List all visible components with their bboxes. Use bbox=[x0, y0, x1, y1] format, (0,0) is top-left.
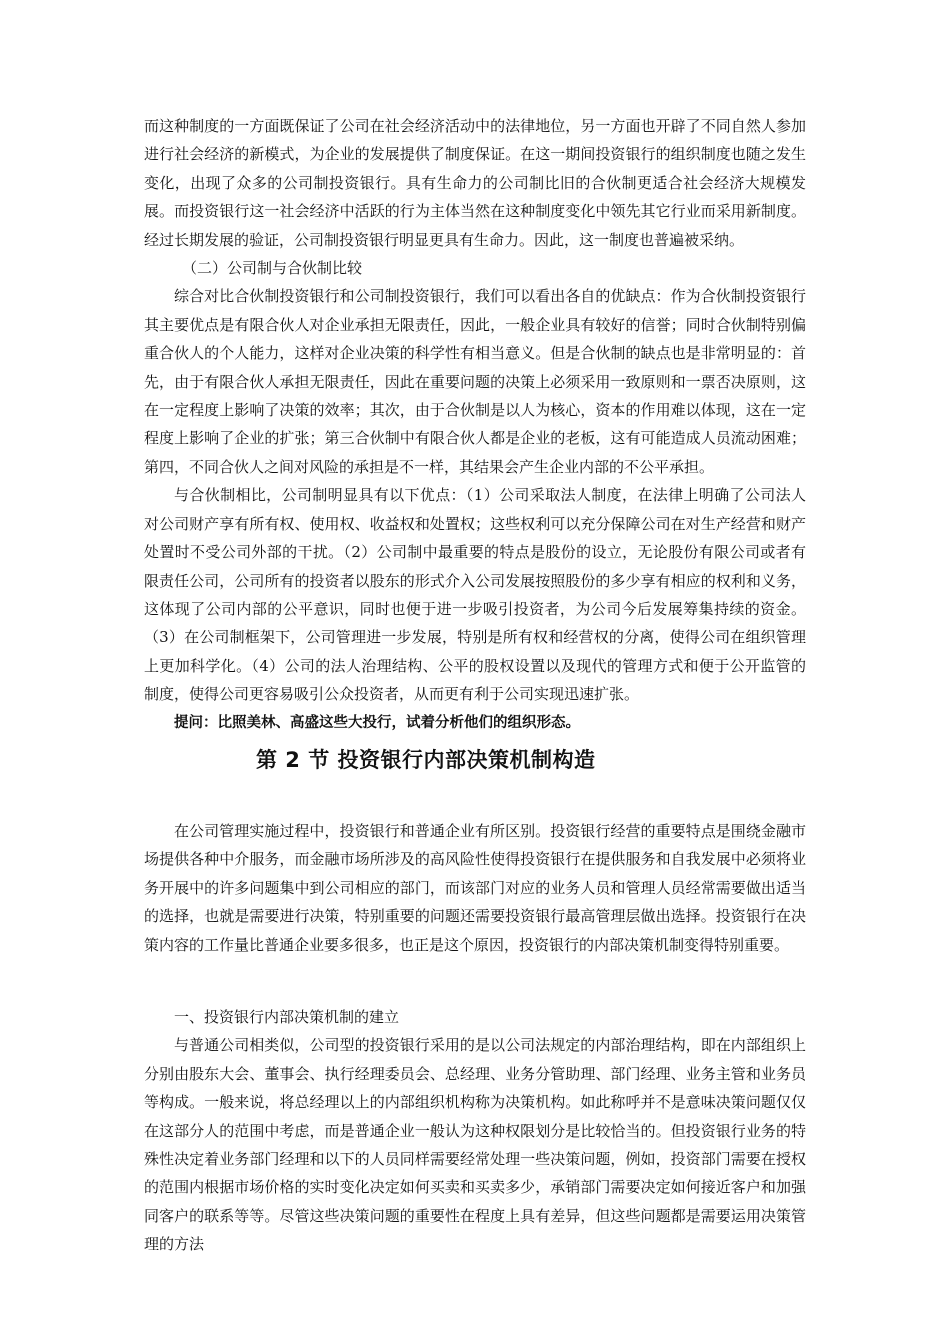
paragraph-decision-intro: 在公司管理实施过程中，投资银行和普通企业有所区别。投资银行经营的重要特点是围绕金融市场提供各种中介服务，而金融市场所涉及的高风险性使得投资银行在提供服务和自我发展中必须将业务开展中的许多问题集中到公司相应的部门，而该部门对应的业务人员和管理人员经常需要做出适当的选择，也就是需要进行决策，特别重要的问题还需要投资银行最高管理层做出选择。投资银行在决策内容的工作量比普通企业要多很多，也正是这个原因，投资银行的内部决策机制变得特别重要。 bbox=[144, 821, 806, 954]
spacer bbox=[144, 959, 806, 1003]
paragraph-partnership-comparison: 综合对比合伙制投资银行和公司制投资银行，我们可以看出各自的优缺点：作为合伙制投资银行其主要优点是有限合伙人对企业承担无限责任，因此，一般企业具有较好的信誉；同时合伙制特别偏重合伙人的个人能力，这样对企业决策的科学性有相当意义。但是合伙制的缺点也是非常明显的：首先，由于有限合伙人承担无限责任，因此在重要问题的决策上必须采用一致原则和一票否决原则，这在一定程度上影响了决策的效率；其次，由于合伙制是以人为核心，资本的作用难以体现，这在一定程度上影响了企业的扩张；第三合伙制中有限合伙人都是企业的老板，这有可能造成人员流动困难；第四，不同合伙人之间对风险的承担是不一样，其结果会产生企业内部的不公平承担。 bbox=[144, 287, 806, 476]
question-prompt: 提问：比照美林、高盛这些大投行，试着分析他们的组织形态。 bbox=[174, 714, 580, 731]
paragraph-governance-structure: 与普通公司相类似，公司型的投资银行采用的是以公司法规定的内部治理结构，即在内部组织上分别由股东大会、董事会、执行经理委员会、总经理、业务分管助理、部门经理、业务主管和业务员等构成。一般来说，将总经理以上的内部组织机构称为决策机构。如此称呼并不是意味决策问题仅仅在这部分人的范围中考虑，而是普通企业一般认为这种权限划分是比较恰当的。但投资银行业务的特殊性决定着业务部门经理和以下的人员同样需要经常处理一些决策问题，例如，投资部门需要在授权的范围内根据市场价格的实时变化决定如何买卖和买卖多少，承销部门需要决定如何接近客户和加强同客户的联系等等。尽管这些决策问题的重要性在程度上具有差异，但这些问题都是需要运用决策管理的方法 bbox=[144, 1036, 806, 1254]
spacer bbox=[144, 777, 806, 817]
section-title: 第 2 节 投资银行内部决策机制构造 bbox=[256, 747, 596, 772]
subheading-compare: （二）公司制与合伙制比较 bbox=[182, 259, 363, 278]
subheading-establish: 一、投资银行内部决策机制的建立 bbox=[174, 1007, 400, 1026]
paragraph-corporate-advantages: 与合伙制相比，公司制明显具有以下优点：（1）公司采取法人制度，在法律上明确了公司法人对公司财产享有所有权、使用权、收益权和处置权；这些权利可以充分保障公司在对生产经营和财产处置时不受公司外部的干扰。（2）公司制中最重要的特点是股份的设立，无论股份有限公司或者有限责任公司，公司所有的投资者以股东的形式介入公司发展按照股份的多少享有相应的权利和义务，这体现了公司内部的公平意识，同时也便于进一步吸引投资者，为公司今后发展筹集持续的资金。（3）在公司制框架下，公司管理进一步发展，特别是所有权和经营权的分离，使得公司在组织管理上更加科学化。（4）公司的法人治理结构、公平的股权设置以及现代的管理方式和便于公开监管的制度，使得公司更容易吸引公众投资者，从而更有利于公司实现迅速扩张。 bbox=[144, 486, 806, 704]
document-page bbox=[144, 112, 806, 1259]
paragraph-corporate-system: 而这种制度的一方面既保证了公司在社会经济活动中的法律地位，另一方面也开辟了不同自然人参加进行社会经济的新模式，为企业的发展提供了制度保证。在这一期间投资银行的组织制度也随之发生变化，出现了众多的公司制投资银行。具有生命力的公司制比旧的合伙制更适合社会经济大规模发展。而投资银行这一社会经济中活跃的行为主体当然在这种制度变化中领先其它行业而采用新制度。经过长期发展的验证，公司制投资银行明显更具有生命力。因此，这一制度也普遍被采纳。 bbox=[144, 117, 806, 249]
